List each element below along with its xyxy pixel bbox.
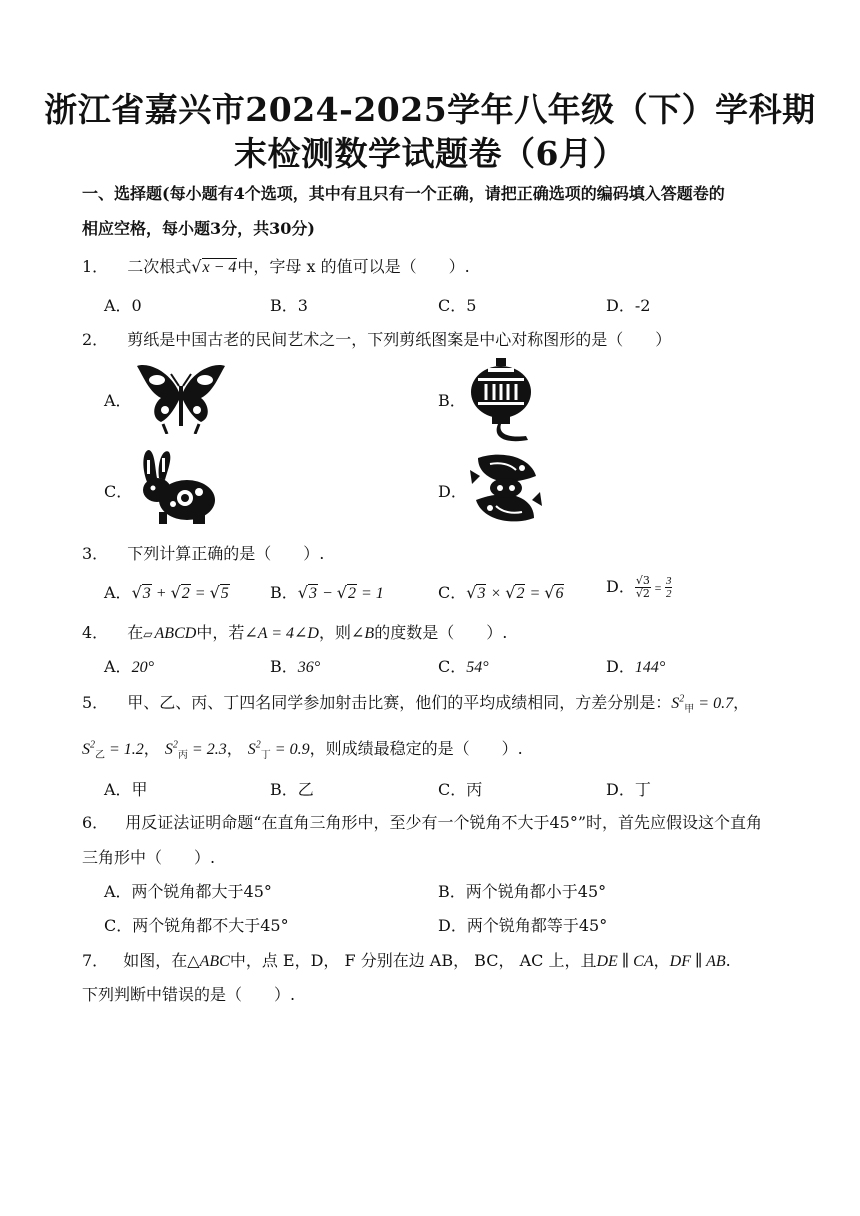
option-c-label: C． bbox=[104, 482, 133, 501]
variance-value: = 1.2 bbox=[105, 741, 144, 758]
question-number: 7． bbox=[82, 951, 109, 970]
variance-s4: $S^2_丁$ bbox=[247, 739, 271, 762]
text-mid: 中，若 bbox=[196, 623, 245, 642]
question-number: 5． bbox=[82, 693, 109, 712]
option-label: C． bbox=[438, 657, 467, 676]
fish-papercut-icon bbox=[470, 450, 542, 526]
option-a: A．两个锐角都大于45° bbox=[104, 882, 272, 901]
shape-name: ABCD bbox=[154, 625, 197, 642]
option-c: C．√3 × √2 = √6 bbox=[438, 583, 564, 602]
option-b-label: B． bbox=[438, 391, 466, 410]
question-text: 甲、乙、丙、丁四名同学参加射击比赛，他们的平均成绩相同，方差分别是： bbox=[127, 693, 672, 712]
option-d bbox=[606, 654, 665, 677]
option-b bbox=[270, 654, 320, 677]
text-post2: 的度数是（ ）. bbox=[374, 623, 508, 642]
variance-s3: $S^2_丙$ bbox=[164, 739, 188, 762]
option-d bbox=[606, 574, 672, 600]
subscript: 甲 bbox=[684, 704, 695, 716]
radicand: x − 4 bbox=[202, 259, 237, 276]
text-mid: 中，点 E，D， F 分别在边 AB， BC， AC 上，且 bbox=[229, 951, 597, 970]
option-label: D． bbox=[606, 577, 635, 596]
operator: + bbox=[151, 585, 171, 602]
question-number: 6． bbox=[82, 813, 109, 832]
denominator: √2 bbox=[635, 587, 650, 600]
fraction bbox=[635, 575, 651, 600]
subscript: 乙 bbox=[95, 750, 105, 762]
option-value: 144° bbox=[634, 659, 666, 676]
option-label: B． bbox=[270, 583, 298, 602]
result: 1 bbox=[375, 585, 384, 602]
variance-value: = 2.3 bbox=[187, 741, 227, 758]
question-number: 3． bbox=[82, 544, 109, 563]
lantern-papercut-icon bbox=[468, 358, 534, 442]
equals: = bbox=[190, 585, 210, 602]
condition-2: DF ∥ AB bbox=[669, 953, 726, 970]
option-value: 20° bbox=[131, 659, 154, 676]
radicand: 5 bbox=[220, 585, 229, 602]
sqrt-icon: √ bbox=[191, 257, 202, 276]
question-text: 下列计算正确的是（ ）. bbox=[127, 544, 325, 563]
question-number: 4． bbox=[82, 623, 109, 642]
section-heading-line1: 一、选择题(每小题有4个选项，其中有且只有一个正确，请把正确选项的编码填入答题卷的 bbox=[82, 184, 725, 203]
question-4 bbox=[82, 620, 507, 643]
option-label: B． bbox=[270, 657, 298, 676]
option-c: C．丙 bbox=[438, 780, 483, 799]
radicand: 3 bbox=[142, 585, 151, 602]
question-3 bbox=[82, 541, 324, 564]
option-a-label: A． bbox=[104, 391, 132, 410]
option-d: D．-2 bbox=[606, 296, 651, 315]
option-label: A． bbox=[104, 657, 132, 676]
option-d: D．丁 bbox=[606, 780, 651, 799]
equals: = bbox=[525, 585, 545, 602]
radicand: 6 bbox=[555, 585, 564, 602]
question-5-line2: $S^2_乙 = 1.2$， $S^2_丙 = 2.3$， $S^2_丁 = 0.9$，则成绩最稳定的是（ ）. bbox=[82, 739, 523, 762]
radicand: 3 bbox=[477, 585, 486, 602]
question-text-post: ，则成绩最稳定的是（ ）. bbox=[309, 739, 523, 758]
question-text: 剪纸是中国古老的民间艺术之一，下列剪纸图案是中心对称图形的是（ ） bbox=[127, 330, 672, 349]
variance-s2: $S^2_乙$ bbox=[82, 739, 105, 762]
question-text-pre: 二次根式 bbox=[127, 257, 192, 276]
question-1 bbox=[82, 254, 470, 277]
section-heading-line2: 相应空格，每小题3分，共30分) bbox=[82, 219, 315, 238]
page-title-line1: 浙江省嘉兴市2024-2025学年八年级（下）学科期 bbox=[44, 90, 816, 129]
denominator: 2 bbox=[665, 588, 672, 600]
condition-1: DE ∥ CA bbox=[596, 953, 654, 970]
option-b: B．乙 bbox=[270, 780, 314, 799]
option-a: A．√3 + √2 = √5 bbox=[104, 583, 229, 602]
fraction bbox=[665, 575, 673, 600]
question-7 bbox=[82, 948, 731, 971]
radicand: 2 bbox=[347, 585, 356, 602]
option-label: D． bbox=[606, 657, 635, 676]
option-c: C．5 bbox=[438, 296, 477, 315]
question-2 bbox=[82, 327, 671, 350]
rabbit-papercut-icon bbox=[137, 448, 217, 526]
radicand: 3 bbox=[308, 585, 317, 602]
option-b: B．√3 − √2 = 1 bbox=[270, 583, 384, 602]
page-title-line2: 末检测数学试题卷（6月） bbox=[234, 134, 626, 173]
numerator: √3 bbox=[635, 574, 650, 587]
option-a: A．0 bbox=[104, 296, 142, 315]
subscript: 丁 bbox=[260, 750, 271, 762]
question-5: 5． 甲、乙、丙、丁四名同学参加射击比赛，他们的平均成绩相同，方差分别是：$S^2_甲 = 0.7$， bbox=[82, 693, 750, 716]
condition: ∠A = 4∠D bbox=[244, 625, 319, 642]
parallelogram-icon: ▱ bbox=[143, 627, 153, 641]
variance-s1: $S^2_甲$ bbox=[671, 693, 695, 716]
variance-value: = 0.7 bbox=[694, 695, 734, 712]
separator: ， bbox=[653, 951, 670, 970]
option-label: A． bbox=[104, 583, 132, 602]
subscript: 丙 bbox=[177, 750, 188, 762]
question-6-line2: 三角形中（ ）. bbox=[82, 848, 216, 867]
question-text-line1: 用反证法证明命题“在直角三角形中，至少有一个锐角不大于45°”时，首先应假设这个直角 bbox=[125, 813, 763, 832]
option-value: 54° bbox=[466, 659, 489, 676]
question-text-post: 中，字母 x 的值可以是（ ）. bbox=[237, 257, 470, 276]
operator: × bbox=[486, 585, 506, 602]
question-7-line2: 下列判断中错误的是（ ）. bbox=[82, 985, 296, 1004]
question-6 bbox=[82, 810, 762, 833]
option-d: D．两个锐角都等于45° bbox=[438, 916, 608, 935]
equals: = bbox=[356, 585, 376, 602]
numerator: 3 bbox=[665, 575, 672, 587]
triangle-name: △ABC bbox=[187, 953, 230, 970]
option-a bbox=[104, 654, 154, 677]
option-c: C．两个锐角都不大于45° bbox=[104, 916, 289, 935]
period: . bbox=[725, 951, 731, 970]
equals: = bbox=[650, 581, 665, 595]
radicand: 2 bbox=[181, 585, 190, 602]
variance-value: = 0.9 bbox=[270, 741, 310, 758]
text-pre: 如图，在 bbox=[123, 951, 188, 970]
radicand: 2 bbox=[516, 585, 525, 602]
option-d-label: D． bbox=[438, 482, 467, 501]
operator: − bbox=[317, 585, 337, 602]
text-pre: 在 bbox=[127, 623, 144, 642]
option-a: A．甲 bbox=[104, 780, 148, 799]
option-b: B．3 bbox=[270, 296, 308, 315]
angle-b: ∠B bbox=[351, 625, 375, 642]
option-value: 36° bbox=[297, 659, 321, 676]
question-number: 1． bbox=[82, 257, 109, 276]
text-post1: ，则 bbox=[318, 623, 351, 642]
option-c bbox=[438, 654, 489, 677]
question-number: 2． bbox=[82, 330, 109, 349]
option-label: C． bbox=[438, 583, 467, 602]
option-b: B．两个锐角都小于45° bbox=[438, 882, 607, 901]
butterfly-papercut-icon bbox=[133, 362, 229, 434]
